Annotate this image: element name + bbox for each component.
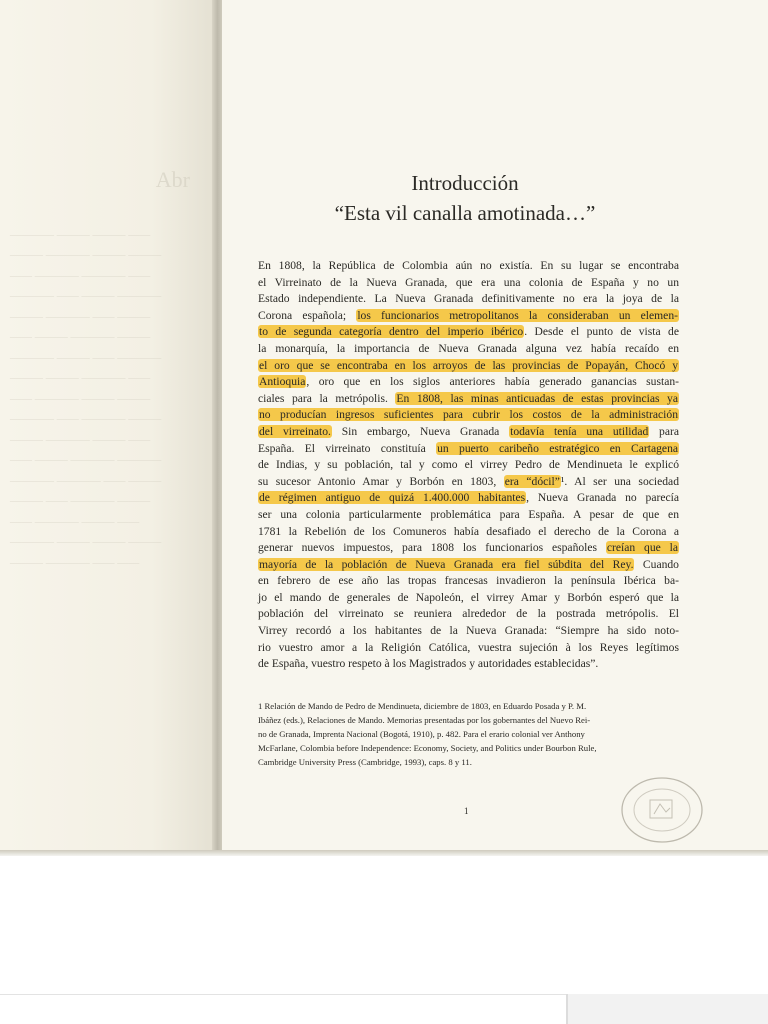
highlighted-text: En 1808, las minas anticuadas de estas provincias ya xyxy=(396,391,678,405)
text-segment: 1781 la Rebelión de los Comuneros había desafiado el derecho de la Corona a xyxy=(258,524,679,538)
highlighted-text: del virreinato. xyxy=(259,424,331,438)
highlighted-text: el oro que se encontraba en los arroyos de las provincias de Popayán, Chocó y xyxy=(259,358,678,372)
text-line xyxy=(258,557,679,574)
highlighted-text: no producían ingresos suficientes para cubrir los costos de la administración xyxy=(259,408,678,422)
text-line xyxy=(258,490,679,507)
text-segment: de Indias, y su población, tal y como el virrey Pedro de Mendinueta le explicó xyxy=(258,458,679,472)
text-segment: Virrey recordó a los habitantes de la Nueva Granada: “Siempre ha sido noto- xyxy=(258,624,679,638)
text-line xyxy=(258,623,679,640)
highlighted-text: era “dócil” xyxy=(504,474,560,488)
highlighted-text: un puerto caribeño estratégico en Cartagena xyxy=(437,441,679,455)
text-line xyxy=(258,507,679,524)
text-segment: España. El virreinato constituía xyxy=(258,441,437,455)
text-segment: generar nuevos impuestos, para 1808 los funcionarios españoles xyxy=(258,541,606,555)
footnote xyxy=(258,699,679,769)
text-line xyxy=(258,358,679,375)
text-segment: Corona española; xyxy=(258,308,357,322)
next-page-edge xyxy=(566,994,768,1024)
chapter-title: Introducción xyxy=(411,171,519,195)
chapter-subtitle: “Esta vil canalla amotinada…” xyxy=(334,201,596,225)
highlighted-text: los funcionarios metropolitanos la consideraban un elemen- xyxy=(357,308,678,322)
text-segment: el Virreinato de la Nueva Granada, que era una colonia de España y no un xyxy=(258,275,679,289)
text-line xyxy=(258,275,679,292)
text-segment: ser una colonia particularmente problemática para España. A pesar de que en xyxy=(258,507,679,521)
text-line xyxy=(258,457,679,474)
text-line xyxy=(258,391,679,408)
footnote-line: no de Granada, Imprenta Nacional (Bogotá, 1910), p. 482. Para el erario colonial ver Anthony xyxy=(258,729,585,740)
text-segment: , Nueva Granada no parecía xyxy=(526,491,679,505)
text-segment: jo el mando de generales de Napoleón, el virrey Amar y Borbón esperó que la xyxy=(258,590,679,604)
page-number: 1 xyxy=(464,806,469,816)
text-segment: , oro que en los siglos anteriores había generado ganancias sustan- xyxy=(306,375,679,389)
footnote-line: 1 Relación de Mando de Pedro de Mendinueta, diciembre de 1803, en Eduardo Posada y P. M. xyxy=(258,701,587,711)
text-line xyxy=(258,424,679,441)
text-line xyxy=(258,258,679,275)
highlighted-text: mayoría de la población de Nueva Granada era fiel súbdita del Rey. xyxy=(259,557,634,571)
text-segment: ¹. Al ser una sociedad xyxy=(560,474,679,488)
text-segment: rio vuestro amor a la Religión Católica, vuestra sujeción à los Reyes legítimos xyxy=(258,640,679,654)
text-line xyxy=(258,474,679,491)
faded-bleedthrough: Abr ———— ——— ——— —— ——— ———— ——— ——— —— ———— ———— —— ———— —— ——— ———— ——— ———— —— ——— —— ——— ———— ——— ———— ——— —— ———— ——— ——— ———— —— —— ———— ——— ——— ———— —— ———— ——— ——— ———— ——— —— —— ——— ———— ———— ———— ———— —— ——— ——— —— ———— ——— —— ———— ——— —— ———— ——— ——— ——— ——— ———— —— —— xyxy=(10,167,190,569)
text-line xyxy=(258,524,679,541)
highlighted-text: Antioquia xyxy=(259,375,306,389)
text-line xyxy=(258,590,679,607)
highlighted-text: de régimen antiguo de quizá 1.400.000 habitantes xyxy=(259,491,526,505)
text-segment: población del virreinato se reuniera alrededor de la postrada metrópolis. El xyxy=(258,607,679,621)
text-line xyxy=(258,540,679,557)
text-segment: ciales para la metrópolis. xyxy=(258,391,396,405)
text-segment: la monarquía, la importancia de Nueva Granada alguna vez había recaído en xyxy=(258,341,679,355)
page-bottom-shadow xyxy=(0,850,768,856)
text-line xyxy=(258,606,679,623)
highlighted-text: todavía tenía una utilidad xyxy=(510,424,649,438)
highlighted-text: creían que la xyxy=(606,541,678,555)
library-stamp-icon xyxy=(616,774,708,844)
footnote-line: McFarlane, Colombia before Independence: Economy, Society, and Politics under Bourbon Rule, xyxy=(258,743,597,754)
footnote-line: Ibáñez (eds.), Relaciones de Mando. Memorias presentadas por los gobernantes del Nuevo Rei- xyxy=(258,715,591,726)
text-segment: de España, vuestro respeto à los Magistrados y autoridades establecidas”. xyxy=(258,657,599,671)
text-line xyxy=(258,640,679,657)
highlighted-text: to de segunda categoría dentro del imperio ibérico xyxy=(259,325,524,339)
text-segment: Sin embargo, Nueva Granada xyxy=(331,424,510,438)
footnote-line: Cambridge University Press (Cambridge, 1993), caps. 8 y 11. xyxy=(258,757,472,768)
left-page-bleedthrough xyxy=(0,0,216,852)
text-line xyxy=(258,407,679,424)
text-line xyxy=(258,374,679,391)
text-segment: para xyxy=(649,424,679,438)
text-segment: su sucesor Antonio Amar y Borbón en 1803, xyxy=(258,474,504,488)
text-line xyxy=(258,324,679,341)
body-paragraph xyxy=(258,258,679,673)
text-segment: Cuando xyxy=(634,557,679,571)
text-line xyxy=(258,308,679,325)
text-line xyxy=(258,291,679,308)
text-segment: En 1808, la República de Colombia aún no existía. En su lugar se encontraba xyxy=(258,259,679,272)
text-line xyxy=(258,441,679,458)
text-segment: Estado independiente. La Nueva Granada definitivamente no era la joya de la xyxy=(258,292,679,306)
text-segment: en febrero de ese año las tropas francesas invadieron la península Ibérica ba- xyxy=(258,574,679,588)
text-line xyxy=(258,573,679,590)
text-line xyxy=(258,341,679,358)
text-line xyxy=(258,656,679,673)
text-segment: . Desde el punto de vista de xyxy=(524,325,679,339)
